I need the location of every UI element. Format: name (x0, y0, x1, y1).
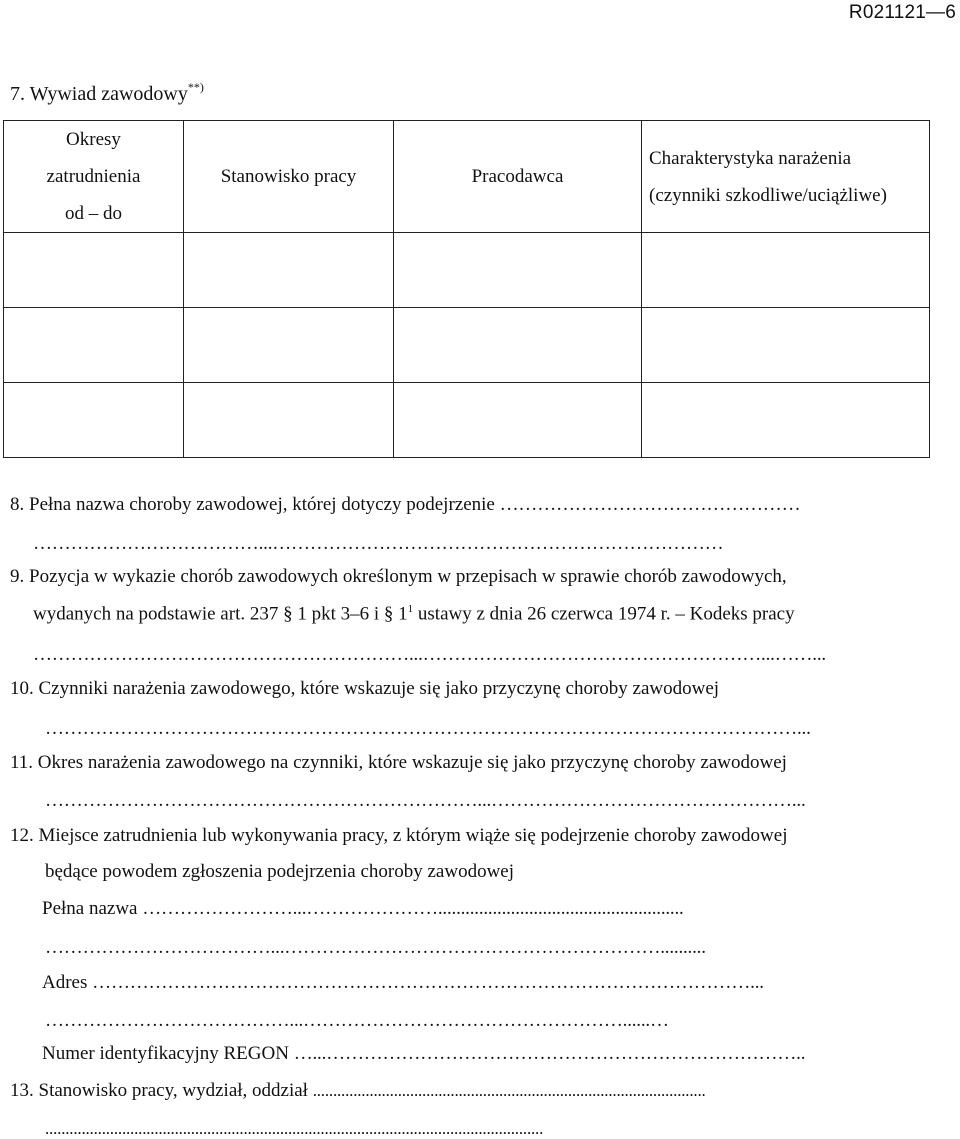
address-field[interactable]: ……………………………………………………………………………………………... (92, 972, 764, 993)
section-13-row (10, 1080, 706, 1102)
section-9-line-1: 9. Pozycja w wykazie chorób zawodowych określonym w przepisach w sprawie chorób zawodowych, (10, 566, 787, 587)
cell-period[interactable] (4, 233, 184, 308)
section-8-label: 8. Pełna nazwa choroby zawodowej, której dotyczy podejrzenie (10, 494, 495, 515)
address-field-continued[interactable]: …………………………………...……………………………………………......… (45, 1010, 669, 1031)
cell-position[interactable] (184, 308, 394, 383)
header-exposure-line-1: Charakterystyka narażenia (649, 147, 852, 169)
full-name-field[interactable]: ……………………...…………………...................................................... (142, 898, 684, 919)
section-9-field[interactable]: ……………………………………………………...………………………………………………...……... (33, 644, 826, 665)
regon-row (42, 1043, 805, 1065)
address-row (42, 972, 764, 994)
section-9-text-b: ustawy z dnia 26 czerwca 1974 r. – Kodeks pracy (413, 603, 795, 625)
section-8-line (10, 494, 800, 516)
cell-period[interactable] (4, 383, 184, 458)
section-10-label: 10. Czynniki narażenia zawodowego, które wskazuje się jako przyczynę choroby zawodowej (10, 678, 720, 699)
header-employer: Pracodawca (394, 121, 642, 233)
cell-position[interactable] (184, 233, 394, 308)
table-row (4, 308, 930, 383)
section-7-title-text: 7. Wywiad zawodowy (10, 83, 188, 105)
regon-label: Numer identyfikacyjny REGON (42, 1043, 289, 1064)
cell-position[interactable] (184, 383, 394, 458)
table-row (4, 383, 930, 458)
section-13-label: 13. Stanowisko pracy, wydział, oddział (10, 1080, 308, 1101)
footnote-marker: **) (187, 80, 204, 94)
section-13-field-continued[interactable]: ........................................................................................................................... (45, 1119, 544, 1138)
section-13-field[interactable]: ................................................................................................. (312, 1081, 706, 1100)
document-id: R021121—6 (848, 2, 956, 23)
work-history-table (3, 120, 930, 458)
cell-employer[interactable] (394, 383, 642, 458)
section-12-line-2: będące powodem zgłoszenia podejrzenia choroby zawodowej (45, 861, 514, 882)
full-name-row (42, 898, 684, 920)
table-header-row (4, 121, 930, 233)
cell-employer[interactable] (394, 308, 642, 383)
section-12-line-1: 12. Miejsce zatrudnienia lub wykonywania pracy, z którym wiąże się podejrzenie choroby zawodowej (10, 825, 788, 846)
regon-field[interactable]: …...………………………………………………………………….. (293, 1043, 806, 1064)
section-9-text-a: wydanych na podstawie art. 237 § 1 pkt 3–6 i § 1 (33, 603, 408, 625)
cell-employer[interactable] (394, 233, 642, 308)
header-position: Stanowisko pracy (184, 121, 394, 233)
section-11-field[interactable]: ……………………………………………………………...…………………………………………... (45, 790, 806, 811)
header-period-line-2: zatrudnienia (46, 166, 141, 187)
section-8-field-continued[interactable]: ………………………………...……………………………………………………………… (33, 533, 724, 554)
header-exposure (642, 121, 930, 233)
full-name-label: Pełna nazwa (42, 898, 138, 919)
table-row (4, 233, 930, 308)
header-exposure-line-2: (czynniki szkodliwe/uciążliwe) (649, 184, 887, 206)
full-name-field-continued[interactable]: ………………………………...…………………………………………………….......... (45, 937, 706, 958)
cell-exposure[interactable] (642, 383, 930, 458)
section-10-field[interactable]: …………………………………………………………………………………………………………... (45, 718, 811, 739)
header-employment-period (4, 121, 184, 233)
section-11-label: 11. Okres narażenia zawodowego na czynniki, które wskazuje się jako przyczynę choroby zawodowej (10, 752, 787, 773)
cell-period[interactable] (4, 308, 184, 383)
section-9-superscript: 1 (407, 603, 414, 615)
section-9-line-2 (33, 603, 795, 625)
header-period-line-1: Okresy (66, 129, 121, 150)
section-7-title (10, 80, 204, 106)
header-period-line-3: od – do (65, 203, 122, 224)
section-8-field[interactable]: ………………………………………… (499, 494, 801, 515)
address-label: Adres (42, 972, 88, 993)
cell-exposure[interactable] (642, 233, 930, 308)
cell-exposure[interactable] (642, 308, 930, 383)
